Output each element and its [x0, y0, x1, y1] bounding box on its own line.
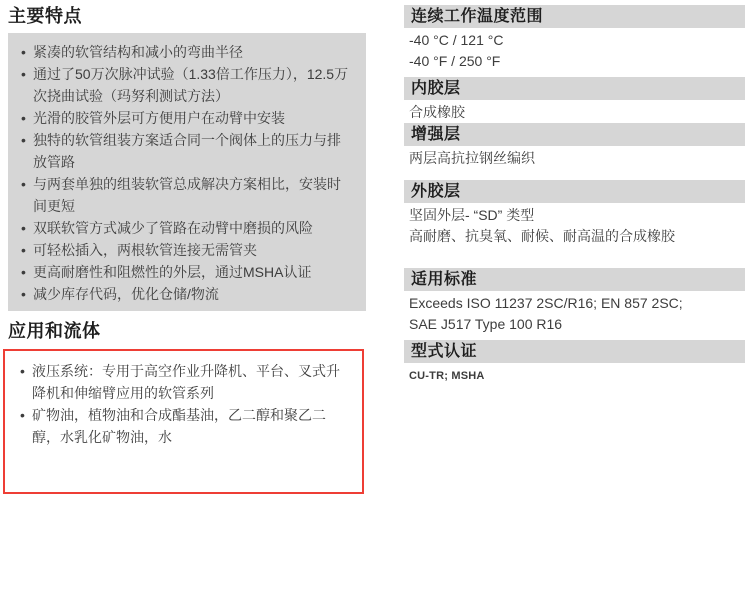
left-column	[8, 6, 366, 494]
spec-section	[404, 268, 745, 335]
spec-section-body	[404, 363, 745, 384]
spec-value-line: Exceeds ISO 11237 2SC/R16; EN 857 2SC;	[409, 295, 683, 311]
spec-value-line: 两层高抗拉钢丝编织	[409, 150, 535, 166]
application-item: • 矿物油，植物油和合成酯基油，乙二醇和聚乙二醇，水乳化矿物油，水	[19, 404, 352, 448]
application-item: • 液压系统：专用于高空作业升降机、平台、叉式升降机和伸缩臂应用的软管系列	[19, 360, 352, 404]
spec-section	[404, 180, 745, 247]
features-list	[20, 41, 354, 305]
spec-section	[404, 340, 745, 384]
spec-section-header: 外胶层	[404, 180, 745, 203]
feature-item: • 独特的软管组装方案适合同一个阀体上的压力与排放管路	[20, 129, 354, 173]
features-panel	[8, 33, 366, 311]
spec-value-line: 高耐磨、抗臭氧、耐候、耐高温的合成橡胶	[409, 228, 675, 244]
spec-section-body	[404, 146, 745, 169]
feature-item: • 可轻松插入，两根软管连接无需管夹	[20, 239, 354, 261]
spec-value-line: -40 °F / 250 °F	[409, 53, 501, 69]
feature-item: • 双联软管方式减少了管路在动臂中磨损的风险	[20, 217, 354, 239]
right-column	[404, 5, 745, 384]
spec-section	[404, 123, 745, 169]
feature-item: • 更高耐磨性和阻燃性的外层，通过MSHA认证	[20, 261, 354, 283]
feature-item: • 减少库存代码，优化仓储/物流	[20, 283, 354, 305]
feature-item: • 光滑的胶管外层可方便用户在动臂中安装	[20, 107, 354, 129]
spec-section-body	[404, 291, 745, 335]
features-title: 主要特点	[8, 6, 82, 26]
spec-value-line: CU-TR; MSHA	[409, 370, 485, 382]
spec-section	[404, 77, 745, 123]
applications-list	[19, 360, 352, 448]
spec-section-header: 适用标准	[404, 268, 745, 291]
applications-panel	[3, 349, 364, 494]
applications-title: 应用和流体	[8, 321, 101, 341]
spec-value-line: -40 °C / 121 °C	[409, 32, 504, 48]
spec-section-body	[404, 203, 745, 247]
spec-section-header: 内胶层	[404, 77, 745, 100]
feature-item: • 紧凑的软管结构和减小的弯曲半径	[20, 41, 354, 63]
spec-section	[404, 5, 745, 72]
feature-item: • 与两套单独的组装软管总成解决方案相比，安装时间更短	[20, 173, 354, 217]
spec-value-line: SAE J517 Type 100 R16	[409, 316, 563, 332]
spec-value-line: 坚固外层- “SD” 类型	[409, 207, 535, 223]
feature-item: • 通过了50万次脉冲试验（1.33倍工作压力），12.5万次挠曲试验（玛努利测试方法）	[20, 63, 354, 107]
spec-value-line: 合成橡胶	[409, 104, 465, 120]
spec-section-header: 型式认证	[404, 340, 745, 363]
spec-section-body	[404, 100, 745, 123]
spec-section-body	[404, 28, 745, 72]
spec-section-header: 增强层	[404, 123, 745, 146]
spec-section-header: 连续工作温度范围	[404, 5, 745, 28]
